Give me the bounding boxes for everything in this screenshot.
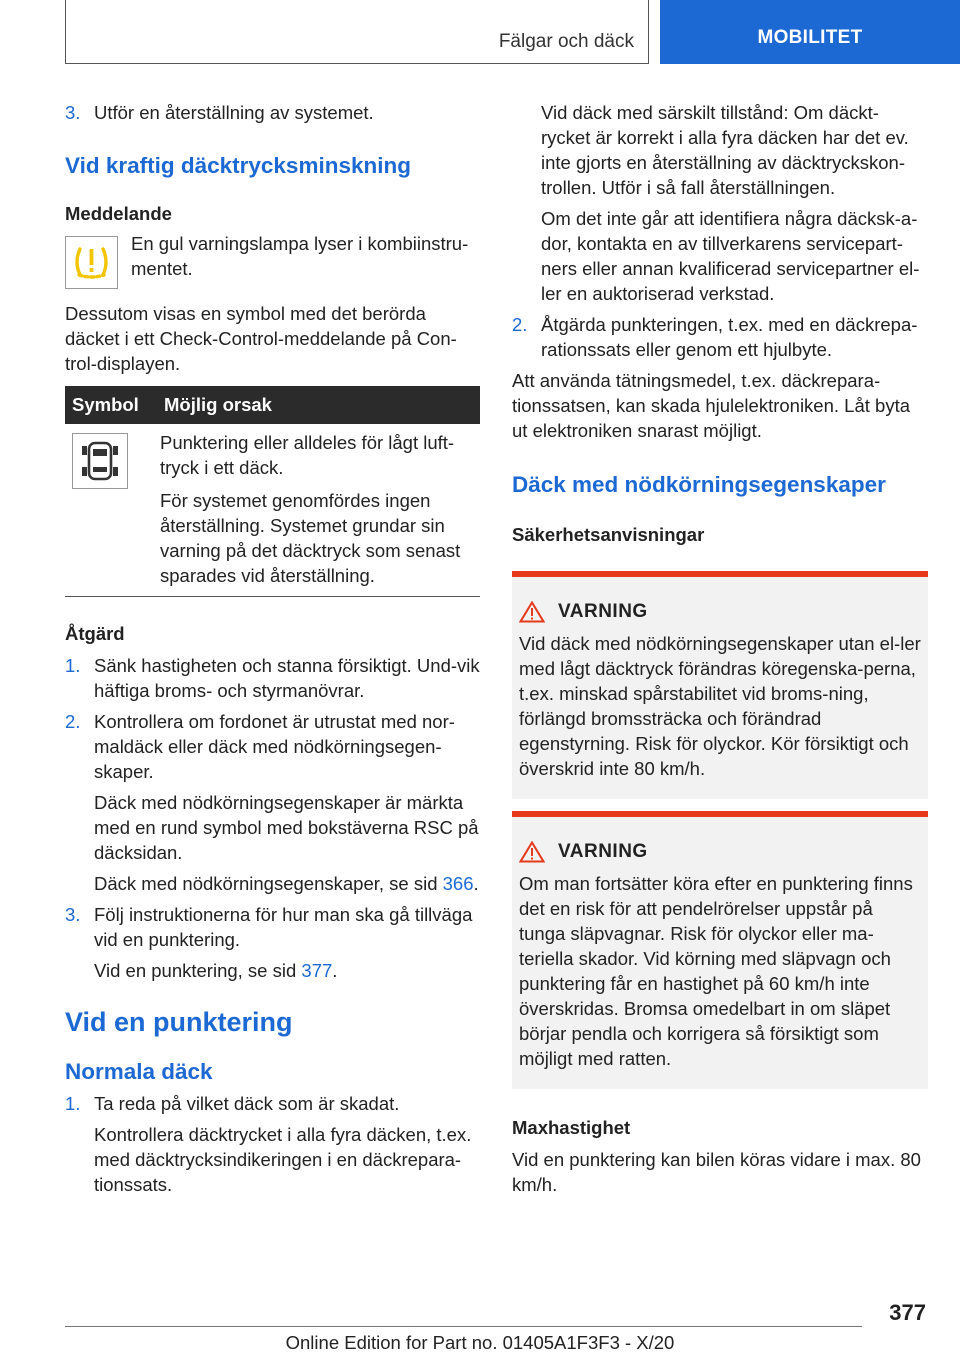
page-link-366[interactable]: 366 xyxy=(442,873,474,894)
heading-meddelande: Meddelande xyxy=(65,203,172,224)
list-text: Åtgärda punkteringen, t.ex. med en däckrepa-rationssats eller genom ett hjulbyte. xyxy=(541,314,918,360)
warning-text: Om man fortsätter köra efter en punktering finns det en risk för att pendelrörelser uppstår på tunga släpvagnar. Risk för olyckor eller ma-teriella skador. Vid körning med släpvagn och punktering får en hastighet på 60 km/h inte överskridas. Bromsa omedelbart in om släpet börjar pendla och korrigera så försiktigt som möjligt med ratten. xyxy=(519,873,913,1069)
list-number: 3. xyxy=(65,102,81,123)
warning-box-1 xyxy=(512,571,928,799)
list-text: Kontrollera om fordonet är utrustat med nor-maldäck eller däck med nödkörningsegen-skaper. xyxy=(94,711,455,782)
list-item xyxy=(65,1091,480,1197)
car-tire-icon xyxy=(72,433,128,489)
page-number: 377 xyxy=(889,1300,926,1325)
page-link-377[interactable]: 377 xyxy=(301,960,333,981)
xref-prefix: Däck med nödkörningsegenskaper, se sid xyxy=(94,873,443,894)
table-cell-cause xyxy=(157,424,480,597)
warning-triangle-icon xyxy=(519,601,545,623)
list-item xyxy=(65,653,480,703)
warning-header xyxy=(519,839,922,865)
list-number: 3. xyxy=(65,904,81,925)
symbol-table xyxy=(65,386,480,597)
table-row xyxy=(65,424,480,597)
max-text: Vid en punktering kan bilen köras vidare i max. 80 km/h. xyxy=(512,1149,921,1195)
list-item xyxy=(65,100,480,125)
xref-prefix: Vid en punktering, se sid xyxy=(94,960,302,981)
header-section-tab[interactable] xyxy=(660,0,960,64)
heading-sakerhet: Säkerhetsanvisningar xyxy=(512,524,705,545)
heading-atgard: Åtgärd xyxy=(65,623,125,644)
list-subtext: Kontrollera däcktrycket i alla fyra däcken, t.ex. med däcktrycksindikeringen i en däckrepara-tionssats. xyxy=(94,1124,472,1195)
list-text: Ta reda på vilket däck som är skadat. xyxy=(94,1093,400,1114)
table-cell-symbol xyxy=(65,424,157,597)
table-header xyxy=(65,386,480,424)
tire-pressure-warning-icon xyxy=(65,236,118,289)
continuation-text-2: Om det inte går att identifiera några däcksk-a-dor, kontakta en av tillverkarens servicepart-ners eller annan kvalificerad servicepartner el-ler en auktoriserad verkstad. xyxy=(541,208,920,304)
warning-triangle-icon xyxy=(519,841,545,863)
xref-suffix: . xyxy=(332,960,338,981)
list-item xyxy=(65,709,480,896)
list-continuation xyxy=(512,100,928,306)
heading-dack-nod: Däck med nödkörningsegenskaper xyxy=(512,472,886,497)
warning-box-2 xyxy=(512,811,928,1089)
continuation-text-1: Vid däck med särskilt tillstånd: Om däckt-rycket är korrekt i alla fyra däcken har det ev. inte gjorts en återställning av däcktryckskon-trollen. Utför i så fall återställningen. xyxy=(541,102,909,198)
list-item xyxy=(65,902,480,983)
heading-punktering: Vid en punktering xyxy=(65,1007,293,1037)
footer-divider xyxy=(65,1326,862,1327)
list-subtext xyxy=(94,871,480,896)
list-subtext xyxy=(94,958,480,983)
table-header-cause: Möjlig orsak xyxy=(157,386,480,424)
section-title: MOBILITET xyxy=(757,27,863,48)
warning-text: Vid däck med nödkörningsegenskaper utan el-ler med lågt däcktryck förändras köregenska-perna, t.ex. minskad spårstabilitet vid broms-ning, förlängd bromssträcka och förändrad egenstyrning. Risk för olyckor. Kör försiktigt och överskrid inte 80 km/h. xyxy=(519,633,921,779)
chapter-title: Fälgar och däck xyxy=(498,31,634,52)
list-subtext: Däck med nödkörningsegenskaper är märkta med en rund symbol med bokstäverna RSC på däcksidan. xyxy=(94,792,479,863)
list-number: 2. xyxy=(65,711,81,732)
cause-1: Punktering eller alldeles för lågt luft-tryck i ett däck. xyxy=(160,432,455,478)
warning-title: VARNING xyxy=(558,841,648,862)
cause-2: För systemet genomfördes ingen återställning. Systemet grundar sin varning på det däcktryck som senast sparades vid återställning. xyxy=(160,490,461,586)
list-number: 1. xyxy=(65,1093,81,1114)
list-text: Sänk hastigheten och stanna försiktigt. Und-vik häftiga broms- och styrmanövrar. xyxy=(94,655,480,701)
heading-normala: Normala däck xyxy=(65,1059,213,1084)
list-text: Utför en återställning av systemet. xyxy=(94,102,374,123)
right-column xyxy=(512,100,928,1197)
table-header-symbol: Symbol xyxy=(65,386,157,424)
tatning-text: Att använda tätningsmedel, t.ex. däckrepara-tionssatsen, kan skada hjulelektroniken. Låt byta ut elektroniken snarast möjligt. xyxy=(512,370,910,441)
warning-title: VARNING xyxy=(558,601,648,622)
list-text: Följ instruktionerna för hur man ska gå tillväga vid en punktering. xyxy=(94,904,473,950)
lamp-text: En gul varningslampa lyser i kombiinstru-mentet. xyxy=(131,233,469,279)
list-number: 1. xyxy=(65,655,81,676)
warning-header xyxy=(519,599,922,625)
lamp-row xyxy=(65,231,480,289)
list-number: 2. xyxy=(512,314,528,335)
list-item xyxy=(512,312,928,362)
header-chapter-box xyxy=(65,0,649,64)
left-column xyxy=(65,100,480,1197)
footer-edition: Online Edition for Part no. 01405A1F3F3 - X/20 xyxy=(285,1332,675,1353)
dessutom-text: Dessutom visas en symbol med det berörda däcket i ett Check-Control-meddelande på Con-trol-displayen. xyxy=(65,303,457,374)
heading-max: Maxhastighet xyxy=(512,1117,631,1138)
xref-suffix: . xyxy=(473,873,479,894)
heading-kraftig: Vid kraftig däcktrycksminskning xyxy=(65,153,411,178)
